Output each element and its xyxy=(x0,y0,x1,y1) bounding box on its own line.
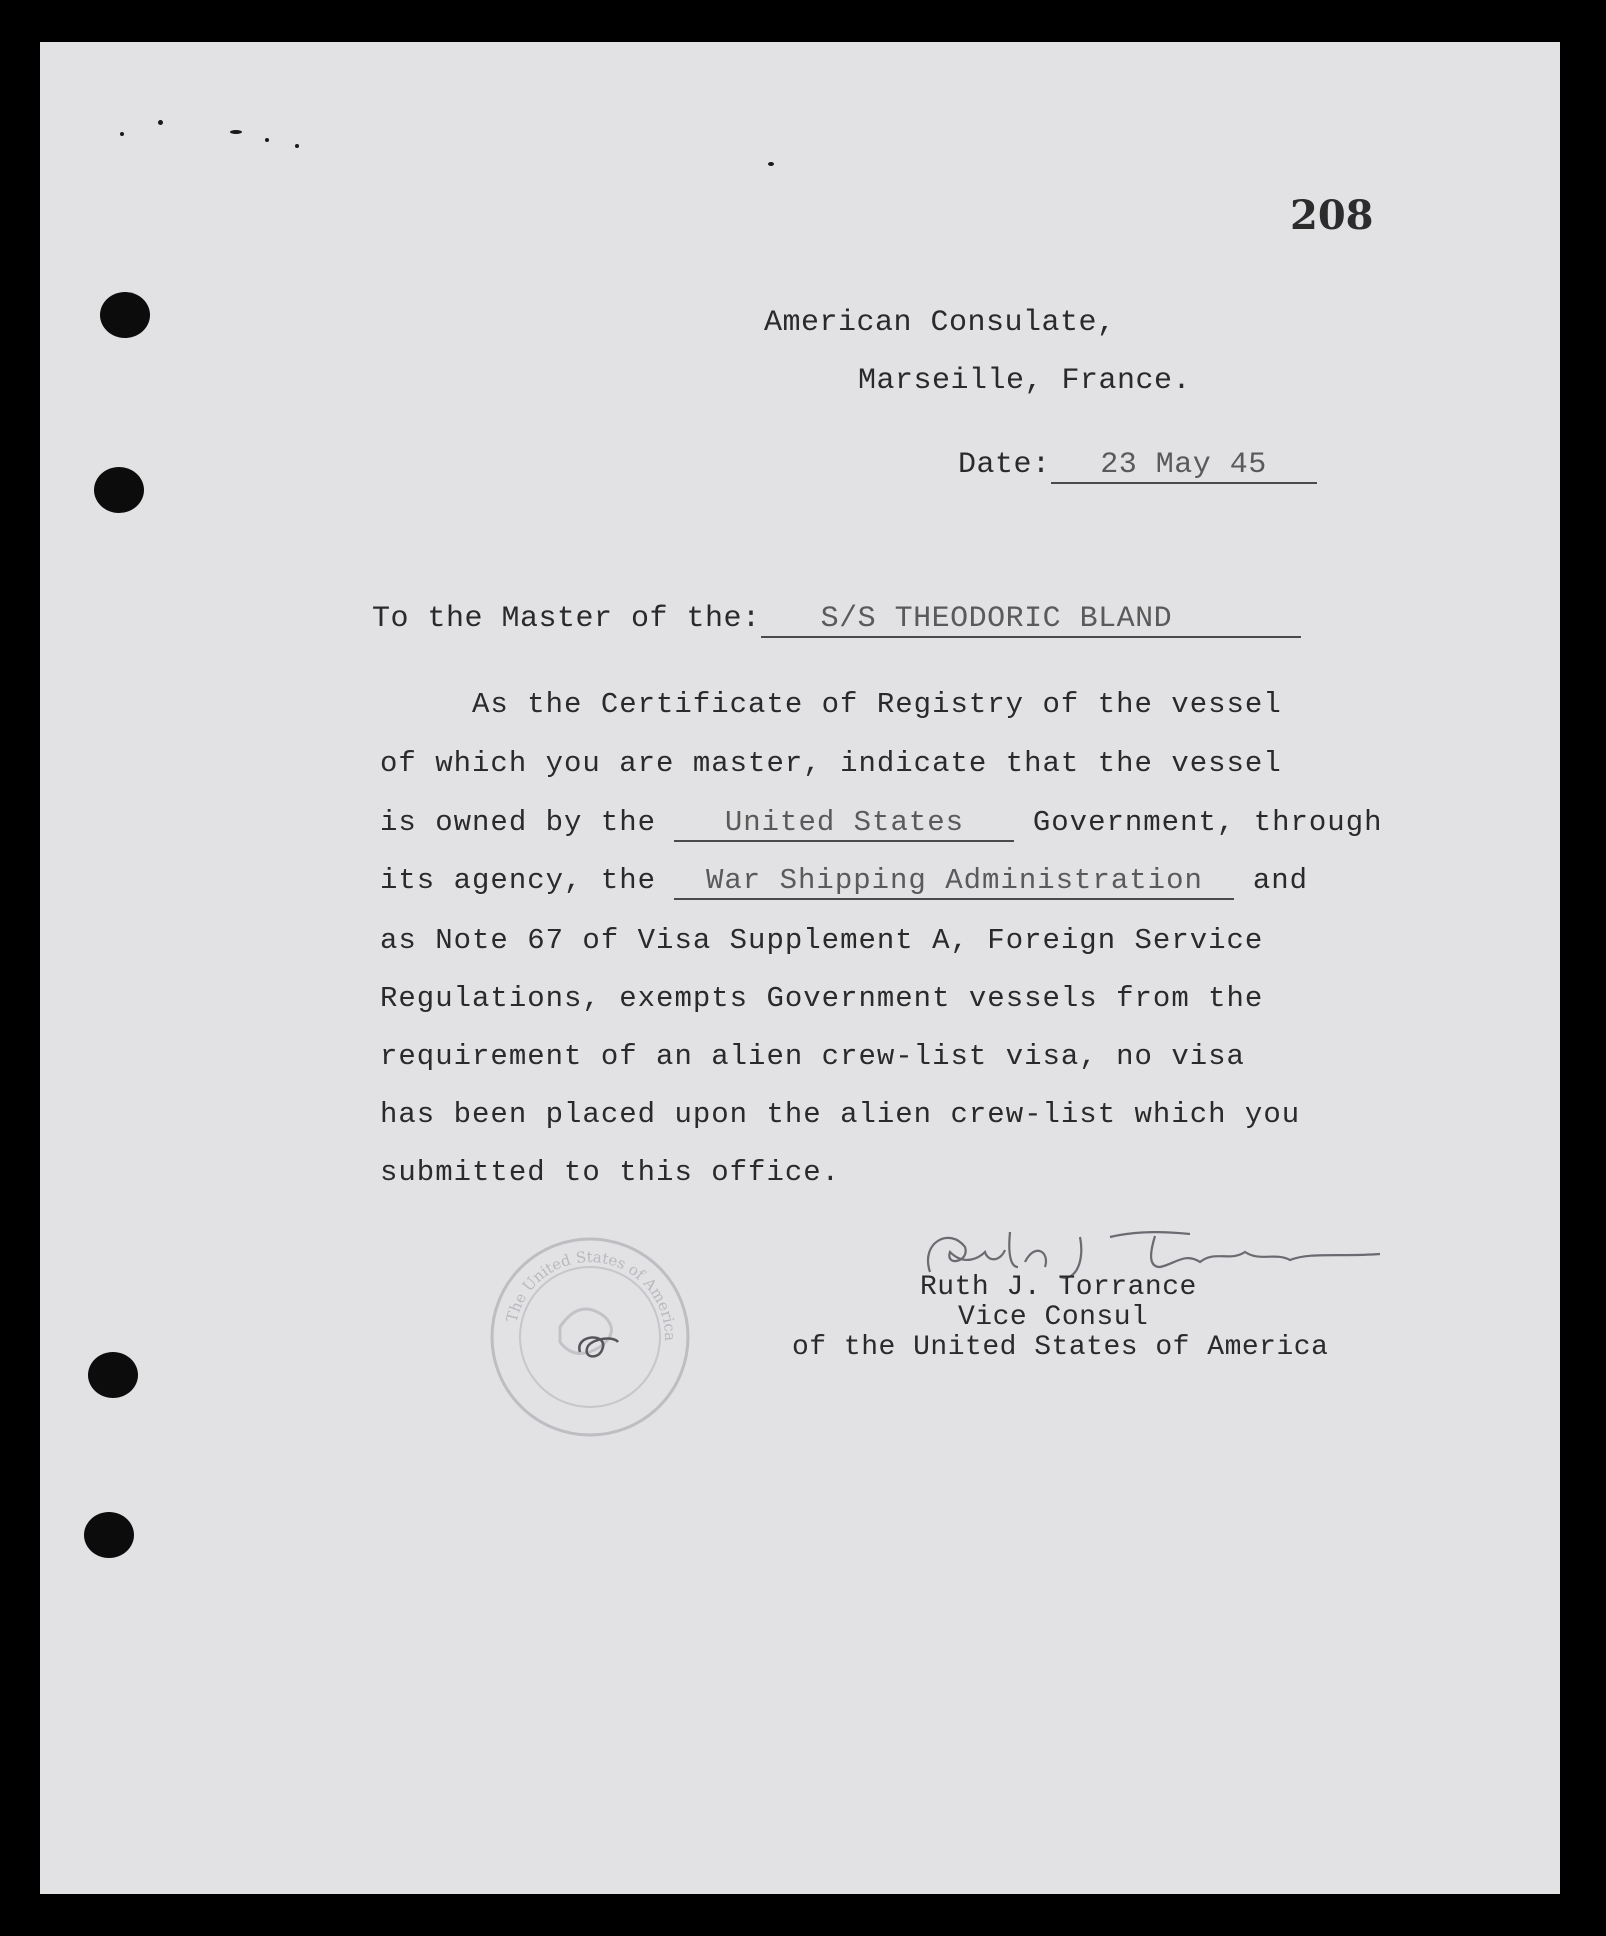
page-number: 208 xyxy=(1290,192,1374,239)
date-value: 23 May 45 xyxy=(1051,448,1317,484)
body-line-4-pre: its agency, the xyxy=(380,864,657,897)
punch-hole xyxy=(84,1512,134,1558)
agency-field: War Shipping Administration xyxy=(674,864,1234,900)
body-line-4 xyxy=(380,864,1308,900)
body-line-3-pre: is owned by the xyxy=(380,806,657,839)
speck xyxy=(230,130,242,134)
consular-seal-icon xyxy=(485,1232,695,1442)
punch-hole xyxy=(100,292,150,338)
speck xyxy=(768,162,774,166)
body-line-2: of which you are master, indicate that the vessel xyxy=(380,747,1282,780)
body-line-1: As the Certificate of Registry of the vessel xyxy=(472,688,1282,721)
body-line-4-post: and xyxy=(1252,864,1309,897)
body-line-5: as Note 67 of Visa Supplement A, Foreign Service xyxy=(380,924,1264,957)
body-line-3-post: Government, through xyxy=(1032,806,1383,839)
addressee-line xyxy=(372,602,1301,638)
body-line-8: has been placed upon the alien crew-list which you xyxy=(380,1098,1301,1131)
header-line-1: American Consulate, xyxy=(764,306,1116,340)
owner-field: United States xyxy=(674,806,1014,842)
speck xyxy=(295,144,299,148)
seal-text: The United States of America xyxy=(502,1247,680,1342)
punch-hole xyxy=(88,1352,138,1398)
signer-country: of the United States of America xyxy=(792,1332,1329,1363)
body-line-3 xyxy=(380,806,1383,842)
speck xyxy=(158,120,163,125)
date-label: Date: xyxy=(958,448,1051,482)
body-line-9: submitted to this office. xyxy=(380,1156,841,1189)
speck xyxy=(120,132,124,136)
document-page xyxy=(40,42,1560,1894)
body-line-7: requirement of an alien crew-list visa, no visa xyxy=(380,1040,1245,1073)
signer-title: Vice Consul xyxy=(958,1302,1149,1333)
vessel-name: S/S THEODORIC BLAND xyxy=(761,602,1301,638)
punch-hole xyxy=(94,467,144,513)
header-line-2: Marseille, France. xyxy=(858,364,1192,398)
speck xyxy=(265,138,269,142)
signer-name: Ruth J. Torrance xyxy=(920,1272,1197,1303)
body-line-6: Regulations, exempts Government vessels from the xyxy=(380,982,1264,1015)
addressee-label: To the Master of the: xyxy=(372,602,761,636)
date-line xyxy=(958,448,1317,484)
